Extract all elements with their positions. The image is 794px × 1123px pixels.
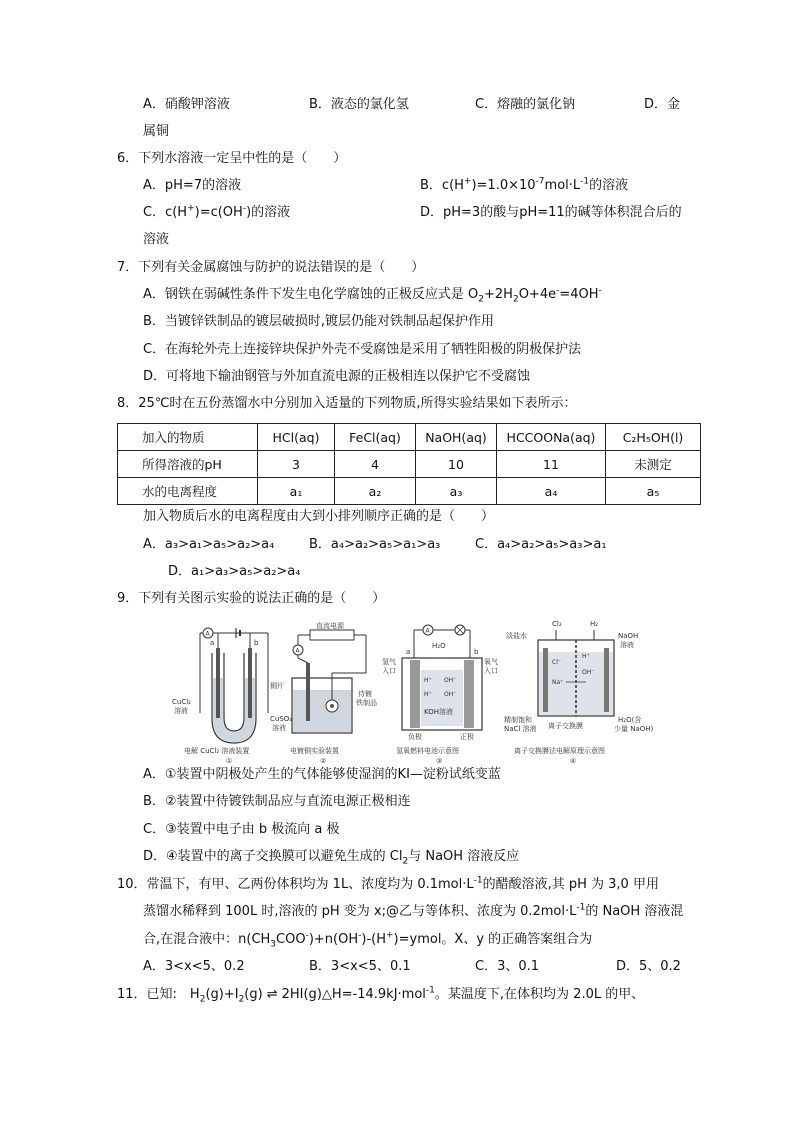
fig2-copper-label: 铜片 (270, 682, 284, 690)
fig2-solution: CuSO₄ (270, 715, 293, 723)
fig3-h2-inlet: 氢气 (382, 658, 396, 666)
q5-option-c: C．熔融的氯化钠 (475, 97, 576, 112)
q5-option-b: B．液态的氯化氢 (309, 97, 409, 112)
fig2-number: ② (320, 757, 327, 765)
electrode-a-label: a (210, 639, 215, 647)
fig4-ion: Na⁺ (552, 679, 564, 686)
q10-option-b: B．3<x<5、0.1 (309, 959, 411, 974)
q9-option-c: C．③装置中电子由 b 极流向 a 极 (143, 822, 340, 837)
fig3-ammeter-label: A (425, 627, 430, 635)
fig4-cl2-label: Cl₂ (552, 620, 562, 628)
ammeter-label: A (205, 630, 210, 638)
q5-option-a: A．硝酸钾溶液 (143, 97, 230, 112)
fig4-caption: 离子交换膜法电解原理示意图 (514, 747, 605, 755)
q10-option-d: D．5、0.2 (616, 959, 681, 974)
cell-ionization: a₃ (416, 478, 497, 505)
table-row (118, 424, 701, 451)
row-header-substance: 加入的物质 (118, 424, 258, 451)
q6-option-c: C．c(H+)=c(OH-)的溶液 (143, 203, 291, 220)
q7-stem: 7．下列有关金属腐蚀与防护的说法错误的是（ ） (117, 260, 425, 275)
cell-ionization: a₁ (258, 478, 335, 505)
q5-option-d: D．金 (644, 97, 681, 112)
fig3-water-label: H₂O (432, 642, 446, 650)
q8-option-a: A．a₃>a₁>a₅>a₂>a₄ (143, 537, 275, 552)
q7-option-a: A．钢铁在弱碱性条件下发生电化学腐蚀的正极反应式是 $O_2+2H_2O+4e^-=4OH^-$ (143, 285, 602, 305)
figure-3 (382, 625, 498, 765)
fig3-o2-inlet-2: 入口 (484, 667, 498, 675)
q6-option-a: A．pH=7的溶液 (143, 178, 242, 193)
fig2-solution-2: 溶液 (272, 724, 286, 732)
fig2-ammeter-label: A (295, 647, 300, 655)
fig4-h2-label: H₂ (590, 620, 599, 628)
fig4-nacl-label-2: NaCl 溶液 (504, 725, 537, 733)
cell-ph: 3 (258, 451, 335, 478)
fig3-ion: OH⁻ (444, 677, 457, 684)
cell-ph: 4 (335, 451, 416, 478)
q10-stem-line2: 蒸馏水稀释到 100L 时,溶液的 pH 变为 x;@乙与等体积、浓度为 $0.2mol\cdot L^{-1}$的 NaOH 溶液混 (143, 902, 684, 919)
cell-ph: 10 (416, 451, 497, 478)
fig2-item-label: 待镀 (358, 690, 372, 698)
fig3-ion: H⁺ (424, 691, 432, 698)
q8-option-d: D．a₁>a₃>a₅>a₂>a₄ (168, 564, 301, 579)
table-row (118, 451, 701, 478)
fig4-naoh-label: NaOH (618, 632, 639, 640)
q8-table (117, 423, 701, 505)
table-row (118, 478, 701, 505)
q10-stem-line3: 合,在混合液中：$n(CH_3COO^-)+n(OH^-)-(H^+)=ymol$。X、y 的正确答案组合为 (143, 930, 593, 950)
q7-option-d: D．可将地下输油钢管与外加直流电源的正极相连以保护它不受腐蚀 (143, 369, 531, 384)
figure-4 (504, 620, 654, 765)
q8-stem: 8．25℃时在五份蒸馏水中分别加入适量的下列物质,所得实验结果如下表所示： (117, 396, 577, 411)
fig4-ion: OH⁻ (582, 669, 595, 676)
cell-substance: HCCOONa(aq) (497, 424, 606, 451)
equilibrium-arrow-icon: ⇌ (266, 987, 278, 1002)
cell-ph: 11 (497, 451, 606, 478)
cell-substance: NaOH(aq) (416, 424, 497, 451)
cell-ionization: a₅ (606, 478, 701, 505)
row-header-ph: 所得溶液的pH (118, 451, 258, 478)
fig1-solution-2: 溶液 (174, 707, 188, 715)
q10-option-c: C．3、0.1 (475, 959, 540, 974)
electrode-b-label: b (254, 639, 259, 647)
fig4-brine-label: 淡盐水 (506, 632, 527, 640)
fig3-caption: 氢氧燃料电池示意图 (396, 747, 459, 755)
q8-question: 加入物质后水的电离程度由大到小排列顺序正确的是（ ） (143, 509, 495, 524)
fig1-solution: CuCl₂ (172, 698, 191, 706)
cell-substance: C₂H₅OH(l) (606, 424, 701, 451)
fig1-caption: 电解 CuCl₂ 溶液装置 (184, 747, 250, 755)
q10-stem-line1: 10．常温下，有甲、乙两份体积均为 1L、浓度均为 $0.1mol\cdot L^{-1}$的醋酸溶液,其 pH 为 3,0 甲用 (117, 875, 659, 892)
fig2-item-label-2: 铁制品 (356, 699, 377, 707)
q8-option-c: C．a₄>a₂>a₅>a₃>a₁ (475, 537, 607, 552)
fig3-h2-inlet-2: 入口 (382, 667, 396, 675)
fig4-ion: Cl⁻ (552, 659, 562, 666)
q6-option-d: D．pH=3的酸与pH=11的碱等体积混合后的 (420, 205, 682, 220)
fig2-caption: 电镀铜实验装置 (290, 747, 339, 755)
q9-option-a: A．①装置中阴极处产生的气体能够使湿润的KI—淀粉试纸变蓝 (143, 767, 501, 782)
q7-option-b: B．当镀锌铁制品的镀层破损时,镀层仍能对铁制品起保护作用 (143, 314, 495, 329)
fig4-water-label-2: 少量 NaOH) (614, 725, 654, 733)
q9-option-b: B．②装置中待镀铁制品应与直流电源正极相连 (143, 794, 411, 809)
cell-ionization: a₂ (335, 478, 416, 505)
fig4-water-label: H₂O(含 (618, 716, 642, 724)
fig3-positive-label: 正极 (460, 733, 474, 741)
q6-stem: 6．下列水溶液一定呈中性的是（ ） (117, 151, 347, 166)
fig3-electrode-a: a (406, 648, 411, 656)
fig3-electrode-b: b (474, 648, 479, 656)
figure-1 (172, 628, 268, 765)
fig3-number: ③ (436, 757, 443, 765)
q11-stem: 11．已知: $H_2(g)+I_2(g)$ ⇌ 2HI(g)△H=-14.9kJ·mol$^{-1}$。某温度下,在体积均为 2.0L 的甲、 (117, 985, 645, 1005)
q6-option-d-cont: 溶液 (143, 232, 170, 247)
figure-2 (270, 621, 377, 765)
q10-option-a: A．3<x<5、0.2 (143, 959, 245, 974)
row-header-ionization: 水的电离程度 (118, 478, 258, 505)
fig4-nacl-label: 精制饱和 (504, 716, 532, 724)
cell-ionization: a₄ (497, 478, 606, 505)
q5-option-d-cont: 属铜 (143, 124, 170, 139)
q9-option-d: D．④装置中的离子交换膜可以避免生成的 $Cl_2$与 NaOH 溶液反应 (143, 849, 520, 867)
fig3-ion: OH⁻ (444, 691, 457, 698)
fig3-koh-label: KOH溶液 (424, 708, 453, 716)
fig4-naoh-label-2: 溶液 (620, 641, 634, 649)
q9-figures (170, 618, 670, 766)
fig3-ion: H⁺ (424, 677, 432, 684)
cell-substance: HCl(aq) (258, 424, 335, 451)
fig2-power-label: 直流电源 (316, 622, 344, 630)
q8-option-b: B．a₄>a₂>a₅>a₁>a₃ (309, 537, 441, 552)
q6-option-b: B．$c(H^+)=1.0\times 10^{-7}mol\cdot L^{-1}$的溶液 (420, 176, 629, 193)
cell-ph: 未测定 (606, 451, 701, 478)
q9-stem: 9．下列有关图示实验的说法正确的是（ ） (117, 591, 386, 606)
q7-option-c: C．在海轮外壳上连接锌块保护外壳不受腐蚀是采用了牺牲阳极的阴极保护法 (143, 342, 582, 357)
fig4-ion: H⁺ (582, 653, 590, 660)
fig4-membrane-label: 离子交换膜 (548, 722, 583, 730)
fig4-number: ④ (570, 757, 577, 765)
cell-substance: FeCl(aq) (335, 424, 416, 451)
fig1-number: ① (226, 757, 233, 765)
fig3-o2-inlet: 氧气 (484, 658, 498, 666)
fig3-negative-label: 负极 (408, 733, 422, 741)
